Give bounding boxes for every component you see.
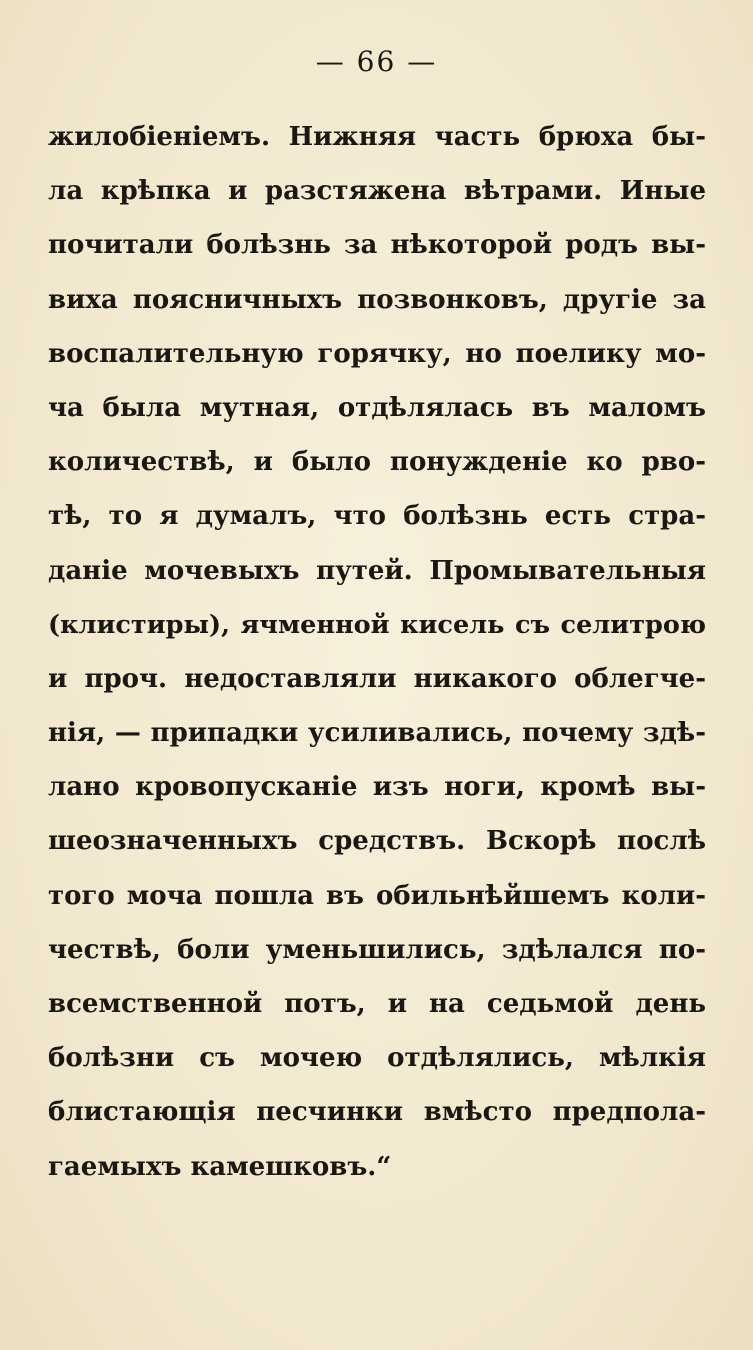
text-line: нія, — припадки усиливались, почему здѣ-	[48, 718, 706, 749]
text-line: блистающія песчинки вмѣсто предпола-	[48, 1097, 706, 1128]
text-line-last: гаемыхъ камешковъ.“	[48, 1151, 392, 1182]
text-line: даніе мочевыхъ путей. Промывательныя	[48, 555, 706, 586]
text-line: почитали болѣзнь за нѣкоторой родъ вы-	[48, 230, 706, 261]
text-line: воспалительную горячку, но поелику мо-	[48, 338, 706, 369]
text-line: того моча пошла въ обильнѣйшемъ коли-	[48, 880, 706, 911]
text-line: ча была мутная, отдѣлялась въ маломъ	[48, 392, 706, 423]
text-line: чествѣ, боли уменьшились, здѣлался по-	[48, 934, 706, 965]
text-line: болѣзни съ мочею отдѣлялись, мѣлкія	[48, 1043, 706, 1074]
text-line: тѣ, то я думалъ, что болѣзнь есть стра-	[48, 501, 706, 532]
text-line: и проч. недоставляли никакого облегче-	[48, 663, 706, 694]
body-text	[48, 110, 706, 1194]
text-line: шеозначенныхъ средствъ. Вскорѣ послѣ	[48, 826, 706, 857]
text-line: жилобіеніемъ. Нижняя часть брюха бы-	[48, 122, 706, 152]
text-line: виха поясничныхъ позвонковъ, другіе за	[48, 284, 706, 315]
text-line: лано кровопусканіе изъ ноги, кромѣ вы-	[48, 772, 706, 803]
text-line: всемственной потъ, и на седьмой день	[48, 989, 706, 1019]
page-number: — 66 —	[315, 45, 438, 78]
text-line: ла крѣпка и разстяжена вѣтрами. Иные	[48, 176, 706, 207]
text-line: (клистиры), ячменной кисель съ селитрою	[48, 609, 706, 640]
text-line: количествѣ, и было понужденіе ко рво-	[48, 447, 706, 478]
